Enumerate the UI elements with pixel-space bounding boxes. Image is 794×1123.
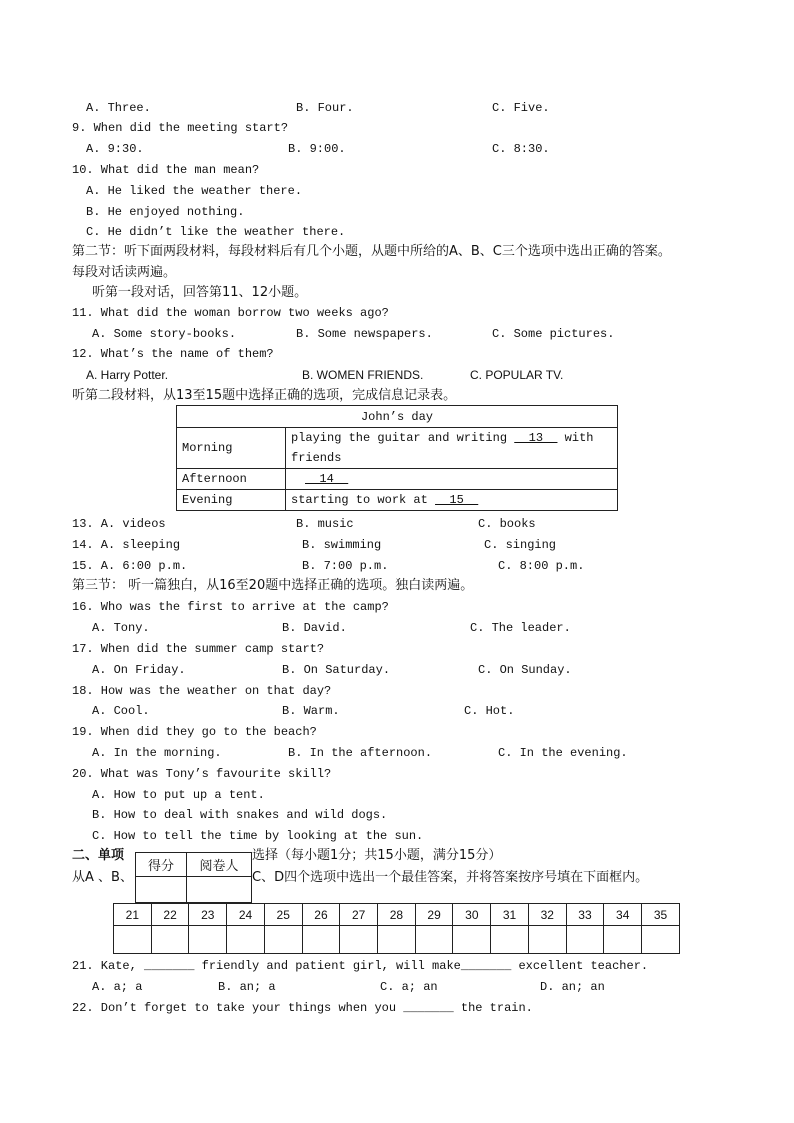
q17-stem: 17. When did the summer camp start?	[72, 642, 325, 656]
q9-option-b: B. 9:00.	[288, 142, 346, 156]
answer-cell-32[interactable]	[528, 926, 566, 954]
q16-option-a: A. Tony.	[92, 621, 150, 635]
q17-option-a: A. On Friday.	[92, 663, 186, 677]
dialog2-instruction: 听第二段材料，从13至15题中选择正确的选项，完成信息记录表。	[72, 388, 457, 403]
answer-number-24: 24	[227, 904, 265, 926]
q21-stem: 21. Kate, _______ friendly and patient girl, will make_______ excellent teacher.	[72, 959, 649, 973]
q17-option-b: B. On Saturday.	[282, 663, 391, 677]
grader-label: 阅卷人	[187, 853, 252, 877]
q15-stem: 15. A. 6:00 p.m.	[72, 559, 188, 573]
q12-option-c: C. POPULAR TV.	[470, 368, 564, 382]
score-input[interactable]	[136, 877, 187, 903]
answer-cell-27[interactable]	[340, 926, 378, 954]
q14-option-c: C. singing	[484, 538, 557, 552]
q10-option-c: C. He didn’t like the weather there.	[86, 225, 346, 239]
section2-instruction: 第二节：听下面两段材料，每段材料后有几个小题，从题中所给的A、B、C三个选项中选出正确的答案。	[72, 244, 671, 259]
score-label: 得分	[136, 853, 187, 877]
answer-number-29: 29	[415, 904, 453, 926]
q21-option-a: A. a; a	[92, 980, 143, 994]
answer-cell-33[interactable]	[566, 926, 604, 954]
q13-stem: 13. A. videos	[72, 517, 166, 531]
q18-stem: 18. How was the weather on that day?	[72, 684, 332, 698]
answer-number-28: 28	[378, 904, 416, 926]
answer-number-26: 26	[302, 904, 340, 926]
q13-option-b: B. music	[296, 517, 354, 531]
answer-number-30: 30	[453, 904, 491, 926]
blank-13: 13	[514, 431, 558, 445]
q21-option-d: D. an; an	[540, 980, 605, 994]
q19-option-b: B. In the afternoon.	[288, 746, 433, 760]
q20-stem: 20. What was Tony’s favourite skill?	[72, 767, 332, 781]
q9-option-a: A. 9:30.	[86, 142, 144, 156]
answer-cell-30[interactable]	[453, 926, 491, 954]
answer-cell-34[interactable]	[604, 926, 642, 954]
q8-option-a: A. Three.	[86, 101, 151, 115]
answer-cell-24[interactable]	[227, 926, 265, 954]
q15-option-b: B. 7:00 p.m.	[302, 559, 389, 573]
answer-cell-21[interactable]	[114, 926, 152, 954]
afternoon-cell	[286, 469, 618, 490]
q19-option-c: C. In the evening.	[498, 746, 628, 760]
q11-stem: 11. What did the woman borrow two weeks ago?	[72, 306, 389, 320]
q21-option-b: B. an; a	[218, 980, 276, 994]
morning-cell	[286, 428, 618, 469]
afternoon-label: Afternoon	[177, 469, 286, 490]
q8-option-c: C. Five.	[492, 101, 550, 115]
part2-heading-left: 二、单项	[72, 848, 125, 863]
q14-option-b: B. swimming	[302, 538, 382, 552]
answer-cell-28[interactable]	[378, 926, 416, 954]
q14-stem: 14. A. sleeping	[72, 538, 181, 552]
table-title: John’s day	[177, 406, 618, 428]
q11-option-b: B. Some newspapers.	[296, 327, 433, 341]
blank-15: 15	[435, 493, 479, 507]
morning-text: playing the guitar and writing	[291, 431, 508, 445]
blank-14: 14	[305, 472, 349, 486]
part2-instruction-left: 从A 、B、	[72, 870, 133, 885]
q19-stem: 19. When did they go to the beach?	[72, 725, 317, 739]
q20-option-c: C. How to tell the time by looking at the sun.	[92, 829, 424, 843]
answer-cell-26[interactable]	[302, 926, 340, 954]
q16-option-c: C. The leader.	[470, 621, 571, 635]
evening-text: starting to work at	[291, 493, 428, 507]
q18-option-c: C. Hot.	[464, 704, 515, 718]
answer-number-27: 27	[340, 904, 378, 926]
answer-number-22: 22	[151, 904, 189, 926]
answer-cell-23[interactable]	[189, 926, 227, 954]
answer-number-21: 21	[114, 904, 152, 926]
q13-option-c: C. books	[478, 517, 536, 531]
answer-number-35: 35	[642, 904, 680, 926]
answer-number-33: 33	[566, 904, 604, 926]
answer-number-25: 25	[264, 904, 302, 926]
q16-option-b: B. David.	[282, 621, 347, 635]
q18-option-b: B. Warm.	[282, 704, 340, 718]
answer-number-23: 23	[189, 904, 227, 926]
answer-cell-22[interactable]	[151, 926, 189, 954]
q9-stem: 9. When did the meeting start?	[72, 121, 289, 135]
q12-option-b: B. WOMEN FRIENDS.	[302, 368, 424, 382]
section3-instruction: 第三节： 听一篇独白，从16至20题中选择正确的选项。独白读两遍。	[72, 578, 474, 593]
q18-option-a: A. Cool.	[92, 704, 150, 718]
q20-option-b: B. How to deal with snakes and wild dogs.	[92, 808, 388, 822]
q10-option-b: B. He enjoyed nothing.	[86, 205, 245, 219]
q8-option-b: B. Four.	[296, 101, 354, 115]
part2-instruction-right: C、D四个选项中选出一个最佳答案，并将答案按序号填在下面框内。	[252, 870, 649, 885]
q12-option-a: A. Harry Potter.	[86, 368, 169, 382]
dialog1-instruction: 听第一段对话，回答第11、12小题。	[92, 285, 308, 300]
q16-stem: 16. Who was the first to arrive at the camp?	[72, 600, 389, 614]
evening-cell	[286, 490, 618, 511]
q10-stem: 10. What did the man mean?	[72, 163, 260, 177]
score-box	[135, 852, 252, 903]
answer-cell-31[interactable]	[491, 926, 529, 954]
morning-tail: with	[564, 431, 594, 445]
q20-option-a: A. How to put up a tent.	[92, 788, 265, 802]
q12-stem: 12. What’s the name of them?	[72, 347, 274, 361]
q15-option-c: C. 8:00 p.m.	[498, 559, 585, 573]
q21-option-c: C. a; an	[380, 980, 438, 994]
part2-heading-right: 选择（每小题1分；共15小题，满分15分）	[252, 848, 502, 863]
evening-label: Evening	[177, 490, 286, 511]
q17-option-c: C. On Sunday.	[478, 663, 572, 677]
answer-grid	[113, 903, 680, 954]
answer-number-32: 32	[528, 904, 566, 926]
morning-text-cont: friends	[291, 451, 342, 465]
q19-option-a: A. In the morning.	[92, 746, 222, 760]
q22-stem: 22. Don’t forget to take your things when you _______ the train.	[72, 1001, 533, 1015]
section2-instruction-cont: 每段对话读两遍。	[72, 265, 177, 280]
q9-option-c: C. 8:30.	[492, 142, 550, 156]
morning-label: Morning	[177, 428, 286, 469]
grader-input[interactable]	[187, 877, 252, 903]
answer-number-34: 34	[604, 904, 642, 926]
answer-cell-29[interactable]	[415, 926, 453, 954]
answer-cell-35[interactable]	[642, 926, 680, 954]
answer-number-31: 31	[491, 904, 529, 926]
q10-option-a: A. He liked the weather there.	[86, 184, 303, 198]
johns-day-table	[176, 405, 618, 511]
answer-cell-25[interactable]	[264, 926, 302, 954]
q11-option-c: C. Some pictures.	[492, 327, 615, 341]
q11-option-a: A. Some story-books.	[92, 327, 237, 341]
